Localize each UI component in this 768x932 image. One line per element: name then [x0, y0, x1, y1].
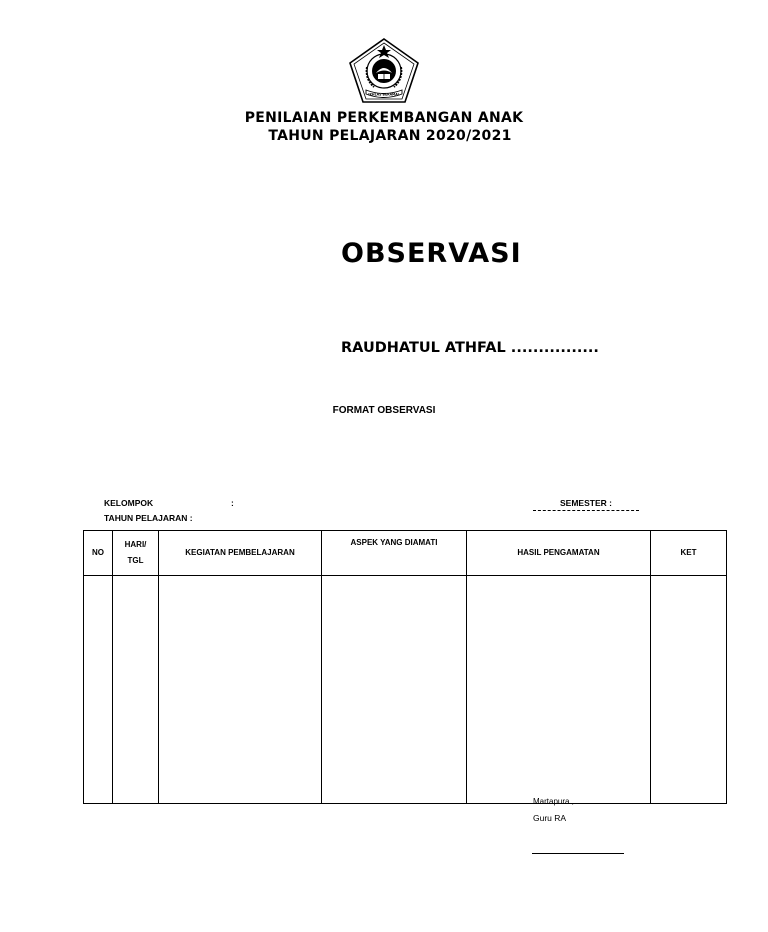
- signature-line: [532, 853, 624, 854]
- format-label: FORMAT OBSERVASI: [332, 405, 436, 416]
- cell-aspek[interactable]: [322, 576, 467, 804]
- semester-blank-line: [533, 510, 639, 511]
- kelompok-colon: :: [231, 498, 234, 508]
- semester-label: SEMESTER :: [560, 498, 612, 508]
- document-title-line2: TAHUN PELAJARAN 2020/2021: [268, 128, 512, 144]
- cell-no[interactable]: [84, 576, 113, 804]
- table-row: [84, 576, 727, 804]
- column-header-ket: KET: [651, 531, 727, 576]
- column-header-aspek: ASPEK YANG DIAMATI: [322, 531, 467, 576]
- kelompok-label: KELOMPOK: [104, 498, 154, 508]
- column-header-no: NO: [84, 531, 113, 576]
- signature-role: Guru RA: [533, 813, 567, 823]
- tahun-pelajaran-label: TAHUN PELAJARAN :: [104, 513, 193, 523]
- main-title: OBSERVASI: [341, 238, 522, 269]
- school-name: RAUDHATUL ATHFAL ................: [341, 340, 599, 356]
- table-header-row: [84, 531, 727, 576]
- column-header-kegiatan: KEGIATAN PEMBELAJARAN: [159, 531, 322, 576]
- cell-hasil[interactable]: [467, 576, 651, 804]
- ministry-emblem-icon: [348, 37, 420, 105]
- observation-table: [83, 530, 727, 804]
- cell-hari-tgl[interactable]: [113, 576, 159, 804]
- signature-place-date: Martapura , ..........................: [533, 797, 634, 806]
- cell-ket[interactable]: [651, 576, 727, 804]
- document-title-line1: PENILAIAN PERKEMBANGAN ANAK: [244, 110, 524, 126]
- svg-text:IKHLAS BERAMAL: IKHLAS BERAMAL: [368, 92, 400, 97]
- column-header-hari-tgl: HARI/ TGL: [113, 531, 159, 576]
- column-header-hasil: HASIL PENGAMATAN: [467, 531, 651, 576]
- cell-kegiatan[interactable]: [159, 576, 322, 804]
